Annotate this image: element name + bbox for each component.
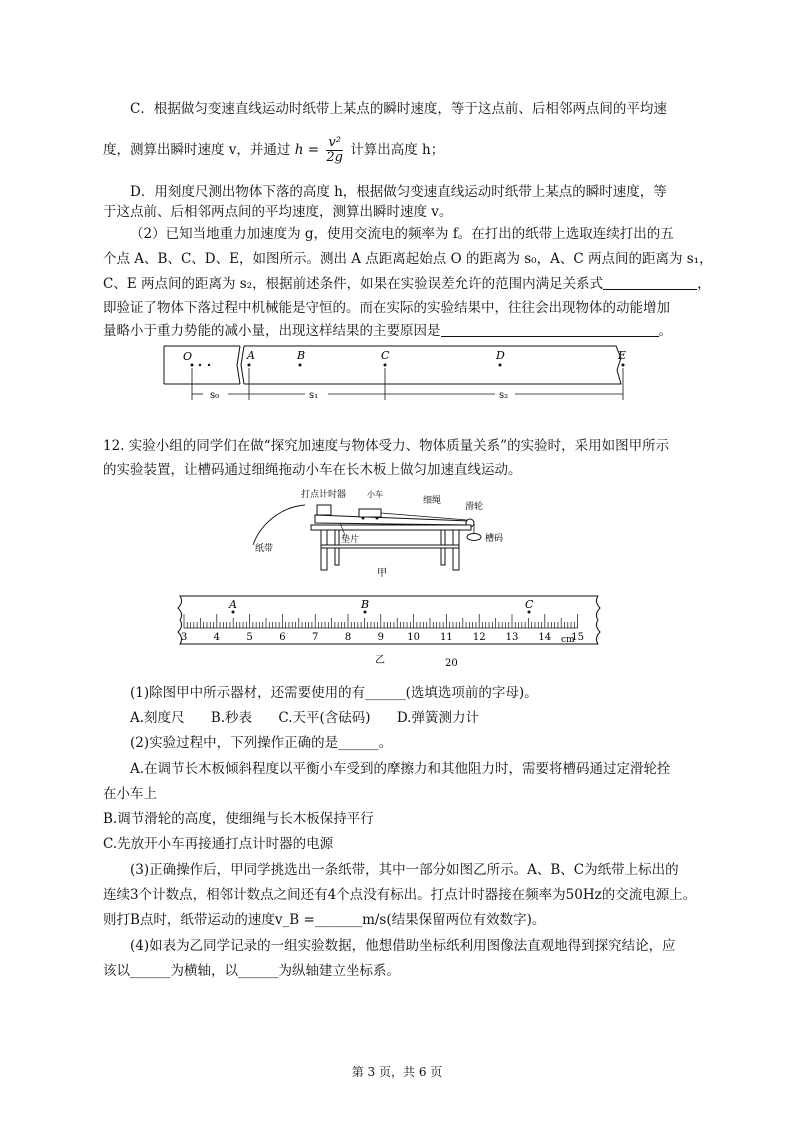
sub1-options bbox=[130, 709, 479, 727]
tape-dot-b bbox=[299, 364, 302, 367]
timer-icon bbox=[317, 505, 331, 515]
label-timer: 打点计时器 bbox=[301, 490, 347, 500]
formula-numerator: v² bbox=[326, 136, 343, 151]
part2-line5-end: 。 bbox=[658, 323, 672, 339]
ruler-number-15: 15 bbox=[571, 632, 584, 643]
dim-label-s2: s₂ bbox=[499, 390, 509, 401]
ruler-figure bbox=[170, 590, 610, 670]
tape-dot bbox=[199, 364, 201, 366]
page-mark-20: 20 bbox=[445, 658, 458, 669]
ruler-tape-outline bbox=[178, 596, 600, 644]
label-tape: 纸带 bbox=[255, 544, 274, 554]
page-footer: 第 3 页，共 6 页 bbox=[351, 1065, 443, 1079]
sub2-question: (2)实验过程中，下列操作正确的是______。 bbox=[130, 735, 393, 751]
sub1-question: (1)除图甲中所示器材，还需要使用的有______(选填选项前的字母)。 bbox=[130, 685, 538, 701]
sub4-line2: 该以______为横轴，以______为纵轴建立坐标系。 bbox=[103, 963, 400, 979]
option-c-line1: C．根据做匀变速直线运动时纸带上某点的瞬时速度，等于这点前、后相邻两点间的平均速 bbox=[130, 101, 667, 117]
label-pad: 垫片 bbox=[341, 535, 360, 545]
cart-icon bbox=[359, 509, 381, 517]
tape-dot-c bbox=[384, 364, 387, 367]
apparatus-figure bbox=[245, 485, 545, 580]
ruler-label-b: B bbox=[361, 598, 370, 611]
option-d-line1: D．用刻度尺测出物体下落的高度 h，根据做匀变速直线运动时纸带上某点的瞬时速度，等 bbox=[130, 184, 667, 200]
answer-blank-reason[interactable] bbox=[441, 323, 659, 337]
ruler-number-14: 14 bbox=[538, 632, 552, 643]
long-board bbox=[315, 515, 470, 525]
figure-caption-jia: 甲 bbox=[377, 568, 387, 579]
sub4-line1: (4)如表为乙同学记录的一组实验数据，他想借助坐标纸利用图像法直观地得到探究结论，应 bbox=[130, 938, 676, 954]
formula-denominator: 2g bbox=[326, 150, 343, 165]
ruler-number-6: 6 bbox=[279, 632, 286, 643]
weight-icon bbox=[467, 534, 481, 541]
tape-dot-o bbox=[191, 364, 194, 367]
sub2-option-b: B.调节滑轮的高度，使细绳与长木板保持平行 bbox=[103, 811, 374, 827]
ruler-number-8: 8 bbox=[344, 632, 352, 643]
sub3-line3: 则打B点时，纸带运动的速度v_B =_______m/s(结果保留两位有效数字)。 bbox=[103, 912, 546, 928]
q12-stem-line2: 的实验装置，让槽码通过细绳拖动小车在长木板上做匀加速直线运动。 bbox=[103, 462, 522, 478]
tape-label-b: B bbox=[297, 349, 306, 362]
part2-line4: 即验证了物体下落过程中机械能是守恒的。而在实际的实验结果中，往往会出现物体的动能增加 bbox=[103, 300, 670, 316]
label-rope: 细绳 bbox=[423, 496, 442, 506]
sub1-option-d: D.弹簧测力计 bbox=[396, 710, 479, 726]
tape-label-o: O bbox=[183, 350, 193, 363]
part2-line5-text: 量略小于重力势能的减小量，出现这样结果的主要原因是 bbox=[103, 323, 441, 339]
ruler-number-4: 4 bbox=[213, 632, 220, 643]
option-c-line2 bbox=[103, 136, 444, 165]
tape-label-c: C bbox=[381, 349, 390, 362]
part2-line3-text: C、E 两点间的距离为 s₂，根据前述条件，如果在实验误差允许的范围内满足关系式 bbox=[103, 276, 604, 292]
part2-line2: 个点 A、B、C、D、E，如图所示。测出 A 点距离起始点 O 的距离为 s₀，A、C 两点间的距离为 s₁， bbox=[103, 251, 713, 267]
tape-label-e: E bbox=[618, 349, 627, 362]
ruler-label-c: C bbox=[525, 598, 534, 611]
ruler-label-a: A bbox=[229, 598, 237, 611]
ruler-unit: cm bbox=[561, 635, 575, 645]
dim-label-s0: s₀ bbox=[210, 390, 220, 401]
sub1-option-b: B.秒表 bbox=[210, 710, 253, 726]
dim-label-s1: s₁ bbox=[309, 390, 319, 401]
sub1-option-c: C.天平(含砝码) bbox=[278, 710, 371, 726]
paper-tape-curve bbox=[253, 505, 305, 545]
ruler-number-12: 12 bbox=[472, 632, 486, 643]
label-weight: 槽码 bbox=[485, 534, 504, 544]
sub3-line2: 连续3个计数点，相邻计数点之间还有4个点没有标出。打点计时器接在频率为50Hz的交流电源上。 bbox=[103, 887, 697, 903]
ruler-number-10: 10 bbox=[407, 632, 420, 643]
part2-line5 bbox=[103, 322, 672, 340]
part2-line3 bbox=[103, 275, 711, 293]
option-c-text-b: 计算出高度 h； bbox=[350, 142, 445, 158]
option-c-text-a: 度，测算出瞬时速度 v，并通过 bbox=[103, 142, 291, 158]
tape-dot bbox=[208, 364, 210, 366]
ruler-number-3: 3 bbox=[180, 632, 188, 643]
formula-h: h = bbox=[294, 142, 320, 158]
ruler-number-7: 7 bbox=[312, 632, 319, 643]
label-cart: 小车 bbox=[367, 490, 383, 499]
sub3-line1: (3)正确操作后，甲同学挑选出一条纸带，其中一部分如图乙所示。A、B、C为纸带上标出的 bbox=[130, 862, 679, 878]
tape-dot-a bbox=[248, 364, 251, 367]
tape-label-d: D bbox=[496, 349, 505, 362]
sub2-option-a-line2: 在小车上 bbox=[103, 786, 157, 802]
sub2-option-a-line1: A.在调节长木板倾斜程度以平衡小车受到的摩擦力和其他阻力时，需要将槽码通过定滑轮拴 bbox=[130, 761, 671, 777]
ruler-number-13: 13 bbox=[505, 632, 519, 643]
part2-line1: （2）已知当地重力加速度为 g，使用交流电的频率为 f。在打出的纸带上选取连续打出的五 bbox=[130, 226, 674, 242]
q12-stem-line1: 12. 实验小组的同学们在做“探究加速度与物体受力、物体质量关系”的实验时，采用如图甲所示 bbox=[103, 438, 670, 454]
part2-line3-end: ， bbox=[697, 276, 711, 292]
sub2-option-c: C.先放开小车再接通打点计时器的电源 bbox=[103, 836, 334, 852]
tape-dot-e bbox=[622, 364, 625, 367]
paper-tape-figure bbox=[160, 342, 640, 407]
label-pulley: 滑轮 bbox=[465, 502, 484, 512]
option-d-line2: 于这点前、后相邻两点间的平均速度，测算出瞬时速度 v。 bbox=[103, 204, 453, 220]
ruler-caption-yi: 乙 bbox=[375, 655, 385, 666]
sub1-option-a: A.刻度尺 bbox=[130, 710, 185, 726]
ruler-number-5: 5 bbox=[246, 632, 253, 643]
ruler-number-9: 9 bbox=[377, 632, 384, 643]
tape-label-a: A bbox=[247, 349, 255, 362]
ruler-number-11: 11 bbox=[440, 632, 453, 643]
formula-fraction bbox=[326, 136, 343, 165]
answer-blank-relation[interactable] bbox=[603, 276, 697, 290]
tape-dot-d bbox=[499, 364, 502, 367]
